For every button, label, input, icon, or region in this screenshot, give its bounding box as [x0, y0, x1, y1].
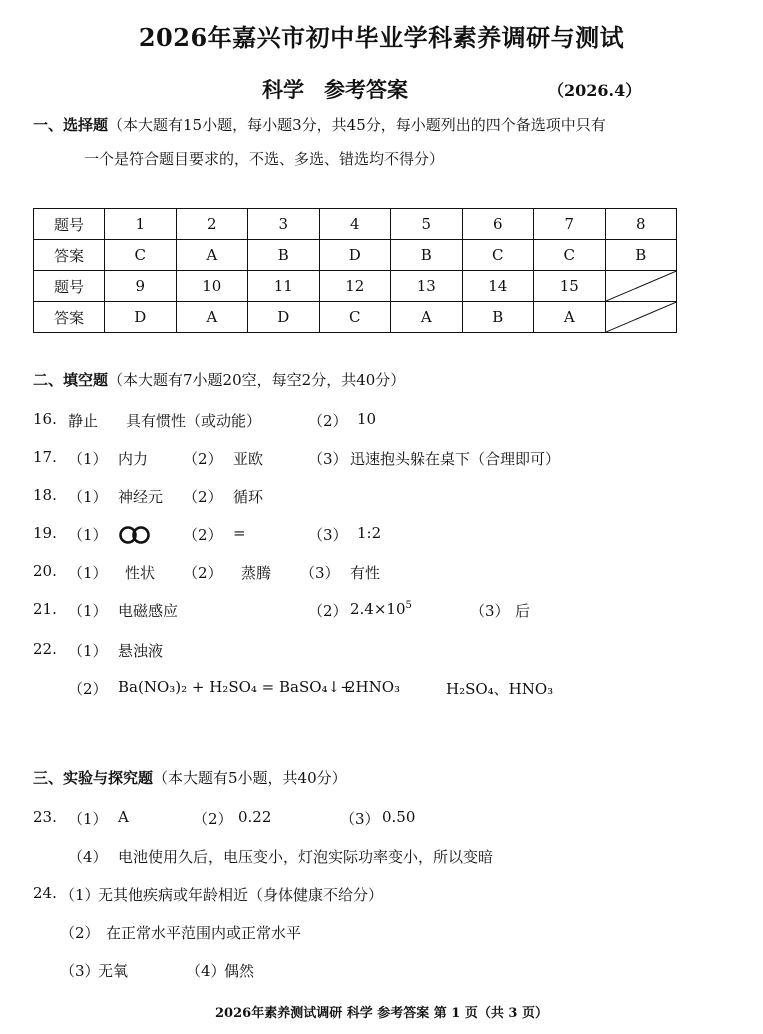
q23-answer3: 0.50 — [382, 808, 416, 826]
q17-answer1: 内力 — [118, 450, 149, 468]
q24-num: 24. — [33, 884, 57, 902]
answer-cell: C — [105, 240, 177, 271]
q21-part1: （1） — [68, 602, 108, 620]
question-number: 12 — [319, 271, 391, 302]
answer-cell: B — [391, 240, 463, 271]
question-number: 3 — [248, 209, 320, 240]
subtitle — [262, 74, 408, 104]
section3-heading — [33, 767, 347, 788]
page-footer: 2026年素养测试调研 科学 参考答案 第 1 页（共 3 页） — [215, 1006, 548, 1021]
q16-answer2: 10 — [357, 410, 377, 428]
empty-cell — [605, 302, 677, 333]
row-label: 题号 — [34, 271, 105, 302]
question-number: 15 — [534, 271, 606, 302]
q20-part1: （1） — [68, 564, 108, 582]
q18-part1: （1） — [68, 488, 108, 506]
q23-part4: （4） — [68, 848, 108, 866]
q21-num: 21. — [33, 600, 57, 618]
q19-part2: （2） — [183, 526, 223, 544]
table-row — [34, 209, 677, 240]
question-number: 2 — [176, 209, 248, 240]
q21-answer1: 电磁感应 — [118, 602, 179, 620]
q22-part1: （1） — [68, 642, 108, 660]
q18-answer2: 循环 — [233, 488, 264, 506]
table-row — [34, 240, 677, 271]
q20-answer1: 性状 — [125, 564, 156, 582]
section3-note: （本大题有5小题，共40分） — [153, 769, 347, 787]
q22-part2: （2） — [68, 680, 108, 698]
table-row — [34, 271, 677, 302]
q22-num: 22. — [33, 640, 57, 658]
q21-answer3: 后 — [515, 602, 531, 620]
question-number: 11 — [248, 271, 320, 302]
subject-label: 科学 — [262, 77, 304, 102]
oo-molecule-icon — [118, 524, 152, 545]
answer-cell: B — [462, 302, 534, 333]
q22-equation-right: 2HNO₃ — [346, 678, 401, 696]
question-number: 4 — [319, 209, 391, 240]
q20-num: 20. — [33, 562, 57, 580]
row-label: 题号 — [34, 209, 105, 240]
q24-answer2: 在正常水平范围内或正常水平 — [106, 924, 302, 942]
q23-answer4: 电池使用久后，电压变小，灯泡实际功率变小，所以变暗 — [118, 848, 494, 866]
diagonal-slash-icon — [606, 302, 677, 332]
q17-answer2: 亚欧 — [233, 450, 264, 468]
q24-part1: （1） — [60, 886, 100, 904]
q17-num: 17. — [33, 448, 57, 466]
question-number: 8 — [605, 209, 677, 240]
q21-answer2-base: 2.4×10 — [350, 600, 406, 618]
q20-part2: （2） — [183, 564, 223, 582]
q16-answer1: 静止 — [68, 412, 99, 430]
q24-part2: （2） — [60, 924, 100, 942]
section2-note: （本大题有7小题20空，每空2分，共40分） — [108, 371, 406, 389]
q19-part3: （3） — [308, 526, 348, 544]
q19-part1: （1） — [68, 526, 108, 544]
q24-answer1: 无其他疾病或年龄相近（身体健康不给分） — [98, 886, 384, 904]
q24-answer3: 无氧 — [98, 962, 129, 980]
q23-num: 23. — [33, 808, 57, 826]
q18-answer1: 神经元 — [118, 488, 164, 506]
q16-num: 16. — [33, 410, 57, 428]
q16-answer1b: 具有惯性（或动能） — [126, 412, 262, 430]
question-number: 6 — [462, 209, 534, 240]
row-label: 答案 — [34, 302, 105, 333]
section1-note: （本大题有15小题，每小题3分，共45分，每小题列出的四个备选项中只有 — [108, 116, 606, 134]
q22-answer1: 悬浊液 — [118, 642, 164, 660]
q20-answer3: 有性 — [350, 564, 381, 582]
question-number: 10 — [176, 271, 248, 302]
q23-answer2: 0.22 — [238, 808, 272, 826]
section3-title: 三、实验与探究题 — [33, 769, 154, 787]
q16-part2: （2） — [308, 412, 348, 430]
table-row — [34, 302, 677, 333]
row-label: 答案 — [34, 240, 105, 271]
section1-note-line2: 一个是符合题目要求的，不选、多选、错选均不得分） — [84, 150, 445, 168]
question-number: 1 — [105, 209, 177, 240]
q19-num: 19. — [33, 524, 57, 542]
doc-type-label: 参考答案 — [324, 77, 408, 102]
answer-cell: C — [534, 240, 606, 271]
q17-answer3: 迅速抱头躲在桌下（合理即可） — [350, 450, 561, 468]
q24-part3: （3） — [60, 962, 100, 980]
q21-answer2-exponent: 5 — [405, 600, 412, 611]
answer-cell: D — [319, 240, 391, 271]
q24-part4: （4） — [186, 962, 226, 980]
answer-cell: C — [319, 302, 391, 333]
q23-part3: （3） — [340, 810, 380, 828]
page-title: 2026年嘉兴市初中毕业学科素养调研与测试 — [138, 23, 625, 52]
section2-heading — [33, 369, 405, 390]
q17-part3: （3） — [308, 450, 348, 468]
section1-title: 一、选择题 — [33, 116, 109, 134]
answer-cell: C — [462, 240, 534, 271]
question-number: 13 — [391, 271, 463, 302]
q17-part1: （1） — [68, 450, 108, 468]
answer-cell: B — [248, 240, 320, 271]
answer-cell: B — [605, 240, 677, 271]
q22-equation-left: Ba(NO₃)₂ + H₂SO₄ = BaSO₄↓+ — [118, 678, 353, 696]
question-number: 9 — [105, 271, 177, 302]
section1-heading — [33, 114, 606, 135]
answer-table — [33, 208, 677, 333]
q22-answer2b: H₂SO₄、HNO₃ — [446, 680, 554, 698]
q23-part1: （1） — [68, 810, 108, 828]
q17-part2: （2） — [183, 450, 223, 468]
answer-cell: D — [248, 302, 320, 333]
diagonal-slash-icon — [606, 271, 677, 301]
section2-title: 二、填空题 — [33, 371, 109, 389]
q18-num: 18. — [33, 486, 57, 504]
exam-date: （2026.4） — [548, 81, 642, 100]
q23-answer1: A — [118, 808, 129, 826]
answer-cell: A — [391, 302, 463, 333]
q19-answer2: = — [233, 524, 246, 542]
answer-cell: D — [105, 302, 177, 333]
answer-cell: A — [176, 240, 248, 271]
answer-cell: A — [534, 302, 606, 333]
q21-answer2 — [350, 600, 412, 618]
q21-part3: （3） — [470, 602, 510, 620]
question-number: 7 — [534, 209, 606, 240]
q19-answer3: 1:2 — [357, 524, 382, 542]
q18-part2: （2） — [183, 488, 223, 506]
answer-cell: A — [176, 302, 248, 333]
q23-part2: （2） — [193, 810, 233, 828]
question-number: 5 — [391, 209, 463, 240]
q21-part2: （2） — [308, 602, 348, 620]
q20-part3: （3） — [300, 564, 340, 582]
question-number: 14 — [462, 271, 534, 302]
empty-cell — [605, 271, 677, 302]
q20-answer2: 蒸腾 — [241, 564, 272, 582]
molecule-diagram-icon — [118, 525, 152, 545]
q24-answer4: 偶然 — [224, 962, 255, 980]
